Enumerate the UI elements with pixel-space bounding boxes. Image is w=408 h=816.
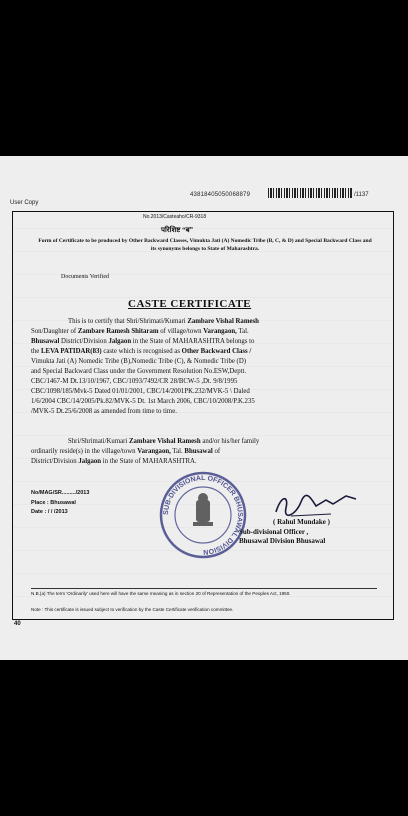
body-line-4: the LEVA PATIDAR(83) caste which is recognised as Other Backward Class / xyxy=(31,348,252,355)
marathi-heading: परिशिष्ट “ब” xyxy=(161,226,194,234)
body-line-9: 1/6/2004 CBC/14/2005/Pk.82/MVK-5 Dt. 1st March 2006, CBC/10/2008/P.K.235 xyxy=(31,398,255,405)
certificate-page xyxy=(0,156,408,660)
place: Place : Bhusawal xyxy=(31,500,76,506)
note-ordinarily: N.B.(a) The term 'Ordinarily' used here will have the same meaning as in section 20 of Representation of the Peoples Act, 1950. xyxy=(31,591,291,596)
body-line-2: Son/Daughter of Zambare Ramesh Shitaram of village/town Varangaon, Tal. xyxy=(31,328,249,335)
stamp-text: SUB-DIVISIONAL OFFICER BHUSAWAL DIVISION xyxy=(162,474,244,556)
body-line-1: This is to certify that Shri/Shrimati/Kumari Zambare Vishal Ramesh xyxy=(68,318,259,325)
reference-number: No.2013/Casteaho/CR-9318 xyxy=(143,214,207,220)
body-line-10: /MVK-5 Dt.25/6/2008 as amended from time to time. xyxy=(31,408,177,415)
documents-verified: Documents Verified xyxy=(61,274,110,280)
signatory-name: ( Rahul Mundake ) xyxy=(273,518,330,526)
form-title: Form of Certificate to be produced by Other Backward Classes, Vimukta Jati (A) Nomedic Tribe (B, C, & D) and Special Backward Class and its synonyms belongs to State of Maharashtra. xyxy=(38,238,372,252)
residence-line-2: ordinarily reside(s) in the village/town Varangaon, Tal. Bhusawal of xyxy=(31,448,221,455)
user-copy-label: User Copy xyxy=(10,200,39,206)
note-verification: Note : This certificate is issued subject to verification by the Caste Certificate verification committee. xyxy=(31,607,234,612)
official-stamp xyxy=(158,470,248,565)
residence-line-1: Shri/Shrimati/Kumari Zambare Vishal Ramesh and/or his/her family xyxy=(68,438,260,445)
certificate-title: CASTE CERTIFICATE xyxy=(128,298,252,310)
body-line-5: Vimukta Jati (A) Nomedic Tribe (B),Nomedic Tribe (C), & Nomedic Tribe (D) xyxy=(31,358,246,365)
barcode xyxy=(268,188,352,198)
signatory-division: Bhusawal Division Bhusawal xyxy=(239,537,326,545)
serial-number: 43818405050068879 xyxy=(190,192,251,198)
note-divider xyxy=(31,588,377,589)
emblem-icon xyxy=(193,493,213,526)
page-number: 40 xyxy=(14,621,21,627)
certificate-border xyxy=(12,211,394,620)
body-line-8: CBC/1098/185/Mvk-5 Dated 01/01/2001, CBC/14/2001PK.232/MVK-5 \ Daled xyxy=(31,388,250,395)
residence-line-3: District/Division Jalgaon in the State of MAHARASHTRA. xyxy=(31,458,197,465)
signatory-title: Sub-divisional Officer , xyxy=(239,528,309,536)
certificate-number: No/MAG/SR........./2013 xyxy=(31,490,90,496)
body-line-7: CBC/1467-M Dt.13/10/1967, CBC/1093/7492/CR 28/BCW-5 ,Dt. 9/8/1995 xyxy=(31,378,238,385)
body-line-6: and Special Backward Class under the Government Resolution No.ESW,Deptt. xyxy=(31,368,247,375)
date: Date : / / /2013 xyxy=(31,509,68,515)
page-count: /1137 xyxy=(354,192,369,198)
body-line-3: Bhusawal District/Division Jalgaon in the State of MAHARASHTRA belongs to xyxy=(31,338,255,345)
